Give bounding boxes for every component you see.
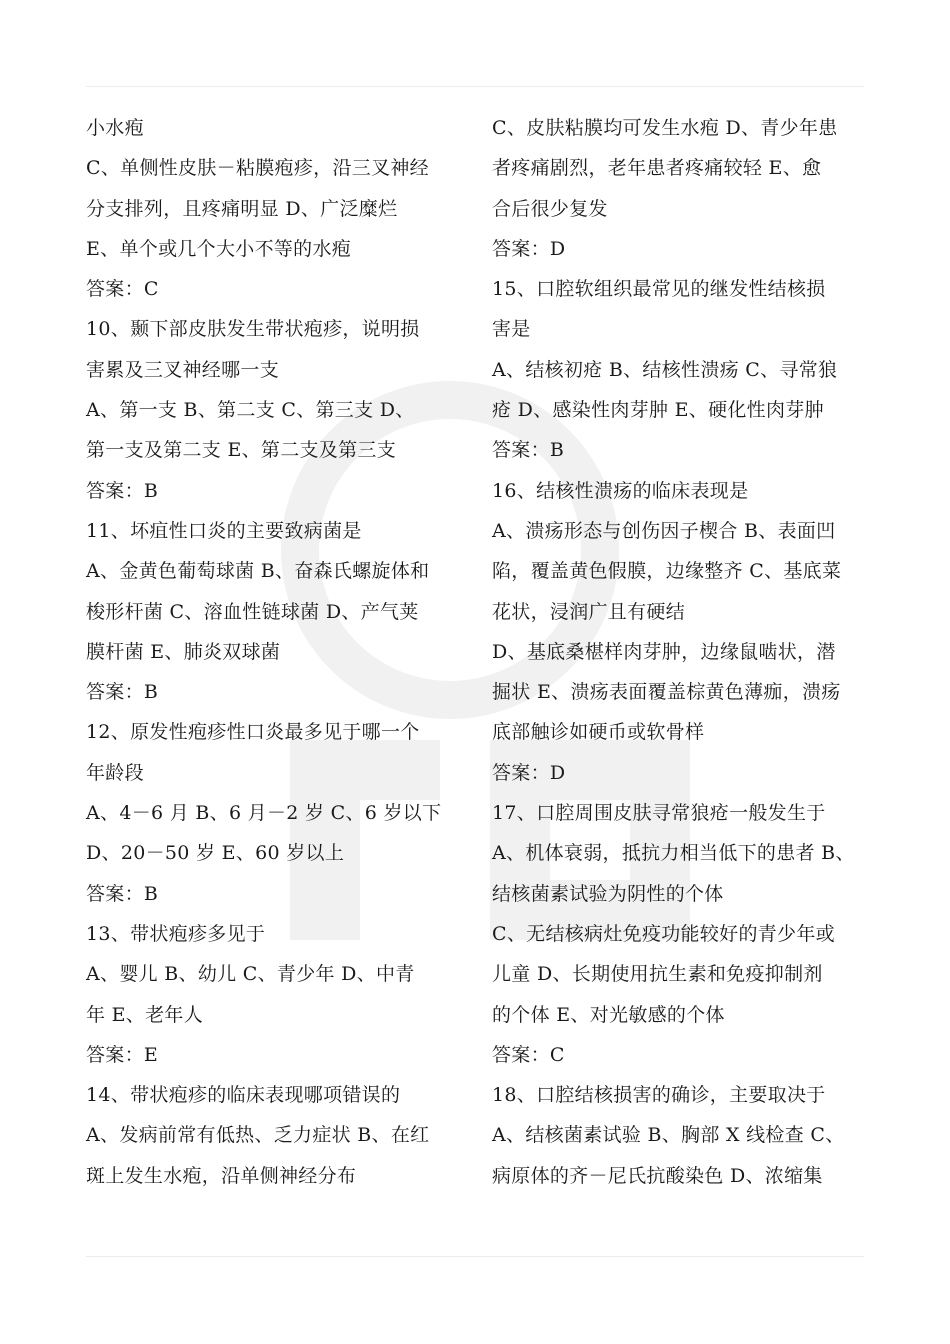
answer-line: 答案：B — [86, 882, 159, 905]
text-line: 儿童 D、长期使用抗生素和免疫抑制剂 — [492, 963, 823, 986]
text-line: A、4－6 月 B、6 月－2 岁 C、6 岁以下 — [86, 802, 442, 825]
question-line: 14、带状疱疹的临床表现哪项错误的 — [86, 1084, 401, 1107]
text-line: 斑上发生水疱，沿单侧神经分布 — [86, 1164, 357, 1187]
text-line: 结核菌素试验为阴性的个体 — [492, 882, 724, 905]
text-line: A、结核菌素试验 B、胸部 X 线检查 C、 — [492, 1124, 845, 1147]
text-line: 陷，覆盖黄色假膜，边缘整齐 C、基底菜 — [492, 560, 842, 583]
question-line: 17、口腔周围皮肤寻常狼疮一般发生于 — [492, 802, 826, 825]
text-line: 小水疱 — [86, 117, 144, 139]
text-line: 害累及三叉神经哪一支 — [86, 358, 280, 381]
question-line: 18、口腔结核损害的确诊，主要取决于 — [492, 1084, 826, 1107]
answer-line: 答案：D — [492, 237, 566, 260]
answer-line: 答案：C — [492, 1043, 565, 1066]
text-line: A、金黄色葡萄球菌 B、奋森氏螺旋体和 — [86, 560, 430, 583]
text-line: 膜杆菌 E、肺炎双球菌 — [86, 640, 281, 663]
text-line: 疮 D、感染性肉芽肿 E、硬化性肉芽肿 — [492, 399, 824, 422]
left-column — [86, 108, 471, 1196]
text-line: 分支排列，且疼痛明显 D、广泛糜烂 — [86, 197, 398, 220]
text-line: D、20－50 岁 E、60 岁以上 — [86, 842, 345, 865]
question-line: 13、带状疱疹多见于 — [86, 922, 266, 945]
text-line: C、无结核病灶免疫功能较好的青少年或 — [492, 922, 835, 945]
text-line: 年 E、老年人 — [86, 1003, 204, 1026]
question-line: 12、原发性疱疹性口炎最多见于哪一个 — [86, 721, 420, 744]
question-line: 16、结核性溃疡的临床表现是 — [492, 479, 749, 502]
answer-line: 答案：C — [86, 278, 159, 301]
text-line: C、皮肤粘膜均可发生水疱 D、青少年患 — [492, 117, 838, 139]
text-line: A、溃疡形态与创伤因子楔合 B、表面凹 — [492, 519, 836, 542]
answer-line: 答案：D — [492, 761, 566, 784]
text-line: A、发病前常有低热、乏力症状 B、在红 — [86, 1124, 430, 1147]
question-line: 15、口腔软组织最常见的继发性结核损 — [492, 278, 826, 301]
text-line: 害是 — [492, 318, 531, 341]
text-line: 年龄段 — [86, 761, 144, 784]
answer-line: 答案：B — [86, 681, 159, 704]
question-line: 11、坏疽性口炎的主要致病菌是 — [86, 519, 362, 542]
answer-line: 答案：E — [86, 1043, 159, 1066]
answer-line: 答案：B — [86, 479, 159, 502]
footer-rule — [86, 1256, 864, 1257]
text-line: 掘状 E、溃疡表面覆盖棕黄色薄痂，溃疡 — [492, 681, 841, 704]
text-line: A、结核初疮 B、结核性溃疡 C、寻常狼 — [492, 358, 838, 381]
text-line: 者疼痛剧烈，老年患者疼痛较轻 E、愈 — [492, 157, 822, 180]
text-line: 底部触诊如硬币或软骨样 — [492, 721, 705, 744]
text-line: 花状，浸润广且有硬结 — [492, 600, 686, 623]
text-line: A、第一支 B、第二支 C、第三支 D、 — [86, 399, 415, 422]
answer-line: 答案：B — [492, 439, 565, 462]
text-line: C、单侧性皮肤－粘膜疱疹，沿三叉神经 — [86, 157, 429, 180]
text-line: 第一支及第二支 E、第二支及第三支 — [86, 439, 397, 462]
text-line: 病原体的齐－尼氏抗酸染色 D、浓缩集 — [492, 1164, 823, 1187]
text-line: E、单个或几个大小不等的水疱 — [86, 237, 352, 260]
right-column — [492, 108, 877, 1196]
text-line: A、婴儿 B、幼儿 C、青少年 D、中青 — [86, 963, 415, 986]
text-line: A、机体衰弱，抵抗力相当低下的患者 B、 — [492, 842, 855, 865]
text-line: D、基底桑椹样肉芽肿，边缘鼠啮状，潜 — [492, 640, 836, 663]
text-line: 梭形杆菌 C、溶血性链球菌 D、产气荚 — [86, 600, 419, 623]
question-line: 10、颞下部皮肤发生带状疱疹，说明损 — [86, 318, 420, 341]
text-line: 的个体 E、对光敏感的个体 — [492, 1003, 725, 1026]
text-line: 合后很少复发 — [492, 197, 608, 220]
header-rule — [86, 86, 864, 87]
